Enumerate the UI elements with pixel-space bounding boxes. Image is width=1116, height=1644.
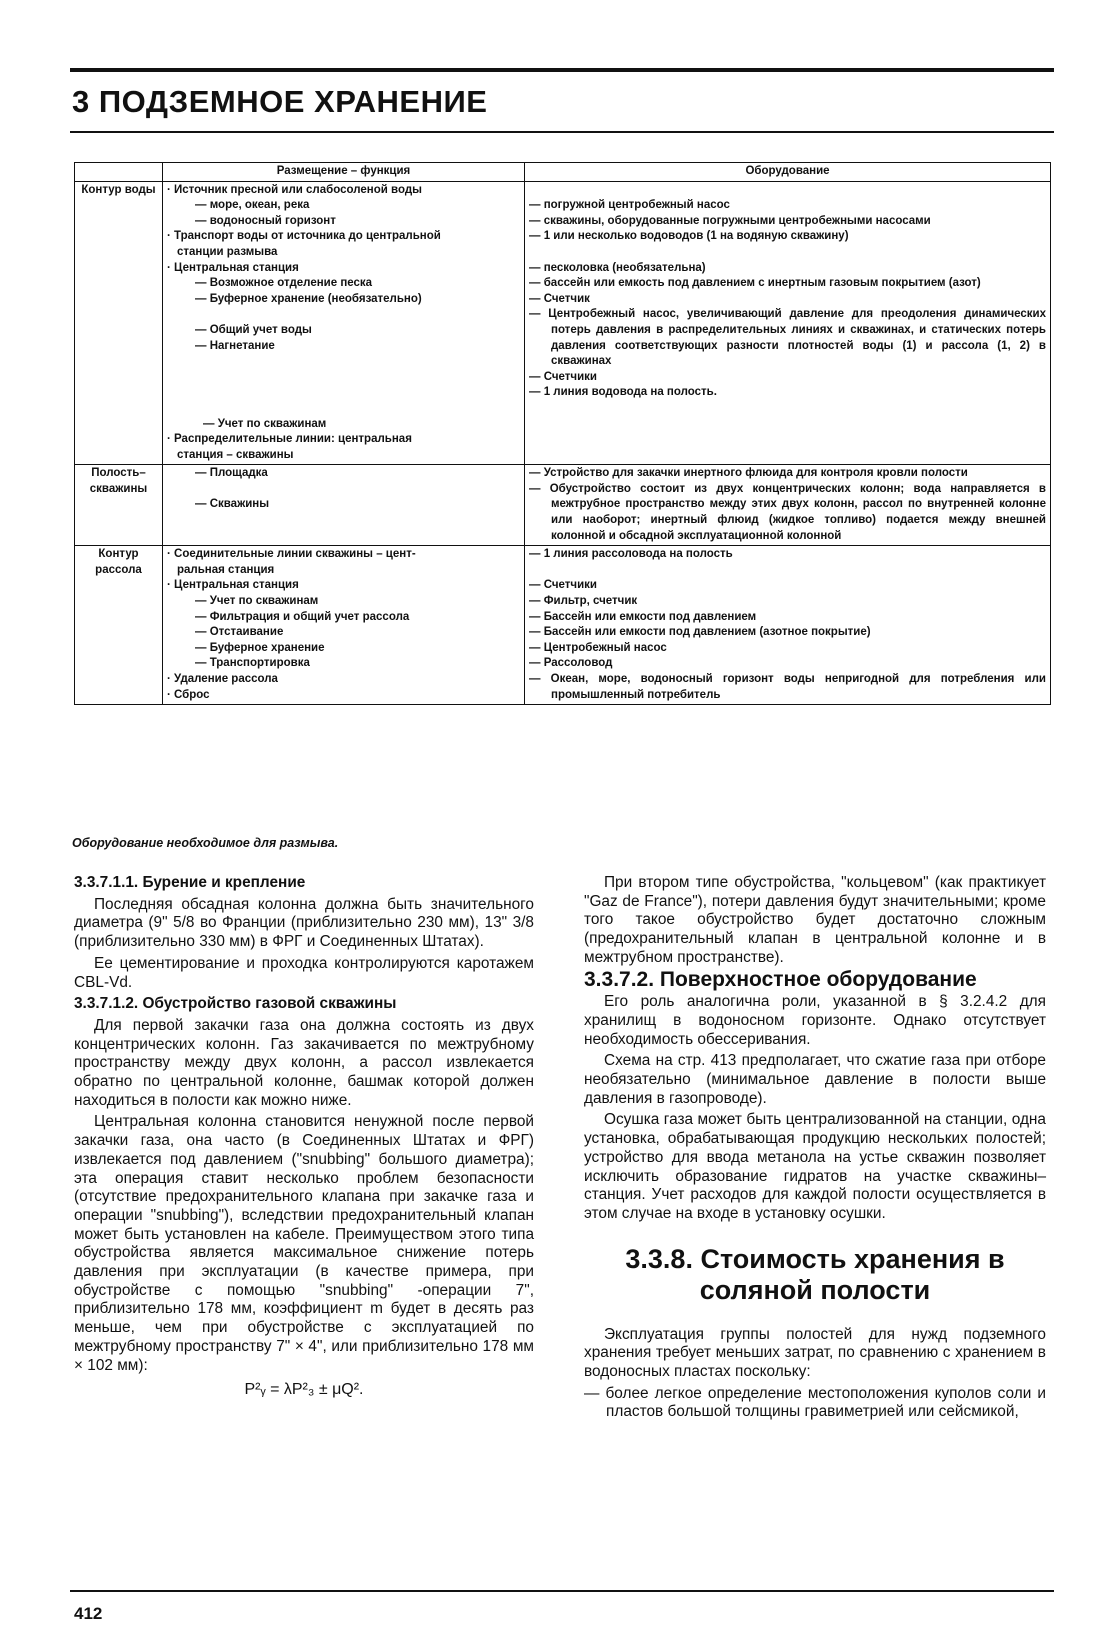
placement-line: станции размыва — [177, 245, 278, 258]
equipment-line — [529, 563, 1046, 579]
section-heading: 3.3.7.1.2. Обустройство газовой скважины — [74, 995, 397, 1013]
paragraph: Осушка газа может быть централизованной на станции, одна установка, обрабатывающая продукцию нескольких полостей; устройство для ввода метанола на устье скважин позволяет исключить образование гидратов на участке скважины–станция. Учет расходов для каждой полости осуществляется в этом случае на входе в установку осушки. — [584, 1111, 1046, 1222]
placement-line: — Отстаивание — [195, 626, 284, 639]
placement-line: — море, океан, река — [195, 199, 310, 212]
equipment-line: — Бассейн или емкости под давлением (азотное покрытие) — [529, 626, 871, 639]
header-top-rule — [70, 68, 1054, 72]
placement-line: — Учет по скважинам — [203, 417, 327, 430]
equipment-cell — [525, 465, 1051, 546]
placement-line: · Источник пресной или слабосоленой воды — [167, 183, 422, 196]
equipment-line — [529, 245, 1046, 261]
placement-line: · Транспорт воды от источника до центральной — [167, 230, 441, 243]
placement-line: · Соединительные линии скважины – цент- — [167, 548, 416, 561]
placement-line: — Буферное хранение (необязательно) — [195, 292, 422, 305]
equipment-line: — Бассейн или емкости под давлением — [529, 610, 757, 623]
paragraph: Эксплуатация группы полостей для нужд подземного хранения требует меньших затрат, по сравнению с хранением в водоносных пластах поскольку: — [584, 1325, 1046, 1381]
bullet-list — [584, 1385, 1046, 1422]
chapter-title: 3 ПОДЗЕМНОЕ ХРАНЕНИЕ — [72, 84, 488, 119]
equipment-line: — Центробежный насос, увеличивающий давление для преодоления динамических потерь давления в распределительных линиях и скважинах, и статических потерь давления соответствующих разности плотностей воды (1) и рассола (1, 2) в скважинах — [529, 308, 1046, 368]
header-placement: Размещение – функция — [163, 163, 525, 182]
equipment-table — [74, 162, 1051, 705]
equipment-line: — Фильтр, счетчик — [529, 595, 638, 608]
equipment-line: — песколовка (необязательна) — [529, 261, 706, 274]
equipment-line: — Счетчики — [529, 370, 597, 383]
page-number: 412 — [74, 1604, 103, 1623]
header-bottom-rule — [70, 131, 1054, 133]
placement-line: ральная станция — [177, 563, 275, 576]
equipment-line: — 1 линия рассоловода на полость — [529, 548, 733, 561]
paragraph: Его роль аналогична роли, указанной в § 3.2.4.2 для хранилищ в водоносном горизонте. Однако отсутствует необходимость обессеривания. — [584, 993, 1046, 1048]
equipment-cell — [525, 181, 1051, 465]
table-row — [75, 546, 1051, 705]
placement-line: — Возможное отделение песка — [195, 277, 373, 290]
section-heading: 3.3.8. Стоимость хранения в соляной полости — [625, 1243, 1005, 1305]
table-caption: Оборудование необходимое для размыва. — [72, 836, 339, 850]
equipment-line: — скважины, оборудованные погружными центробежными насосами — [529, 214, 931, 227]
placement-line: станция – скважины — [177, 448, 294, 461]
paragraph: Последняя обсадная колонна должна быть значительного диаметра (9" 5/8 во Франции (приблизительно 230 мм), 13" 3/8 (приблизительно 330 мм) в ФРГ и Соединенных Штатах). — [74, 895, 534, 951]
equipment-line: — погружной центробежный насос — [529, 199, 730, 212]
footer-rule — [70, 1590, 1054, 1592]
equipment-line: — 1 или несколько водоводов (1 на водяную скважину) — [529, 230, 849, 243]
equipment-cell — [525, 546, 1051, 705]
equipment-line: — Устройство для закачки инертного флюида для контроля кровли полости — [529, 467, 968, 480]
table-row — [75, 181, 1051, 465]
paragraph: Ее цементирование и проходка контролируются каротажем CBL-Vd. — [74, 954, 534, 991]
list-item: — более легкое определение местоположения куполов соли и пластов большой толщины гравиметрией или сейсмикой, — [584, 1384, 1046, 1421]
placement-line: — Общий учет воды — [195, 323, 312, 336]
placement-line: — Площадка — [195, 467, 268, 480]
placement-line: · Центральная станция — [167, 579, 299, 592]
table-header-row — [75, 163, 1051, 182]
equipment-line: — 1 линия водовода на полость. — [529, 386, 717, 399]
equipment-line: — Океан, море, водоносный горизонт воды непригодной для потребления или промышленный потребитель — [529, 673, 1046, 701]
equipment-line: — Рассоловод — [529, 657, 613, 670]
placement-line: · Удаление рассола — [167, 673, 278, 685]
placement-line: · Сброс — [167, 688, 210, 701]
paragraph: При втором типе обустройства, "кольцевом" (как практикует "Gaz de France"), потери давления будут значительными; кроме того такое обустройство будет достаточно сложным (предохранительный клапан в центральной колонне и в межтрубном пространстве). — [584, 874, 1046, 966]
placement-line: — Буферное хранение — [195, 641, 325, 654]
placement-line — [167, 354, 520, 370]
zone-cell: Контур рассола — [75, 546, 163, 705]
paragraph: Схема на стр. 413 предполагает, что сжатие газа при отборе необязательно (минимальное давление в полости выше давления в газопроводе). — [584, 1052, 1046, 1107]
right-text-column — [584, 874, 1046, 1422]
section-heading: 3.3.7.2. Поверхностное оборудование — [584, 967, 977, 991]
placement-line: — Фильтрация и общий учет рассола — [195, 610, 410, 623]
placement-line — [167, 370, 520, 386]
placement-line: — водоносный горизонт — [195, 214, 336, 227]
placement-line — [167, 482, 520, 498]
placement-line: · Распределительные линии: центральная — [167, 433, 412, 446]
header-equipment: Оборудование — [525, 163, 1051, 182]
zone-cell: Полость–скважины — [75, 465, 163, 546]
placement-line — [167, 385, 520, 401]
header-zone — [75, 163, 163, 182]
table-row — [75, 465, 1051, 546]
paragraph: Центральная колонна становится ненужной после первой закачки газа, она часто (в Соединенных Штатах и ФРГ) извлекается под давлением ("snubbing" большого диаметра); эта операция ставит несколько проблем безопасности (отсутствие предохранительного клапана при закачке газа и операции "snubbing"), вследствии предохранительный клапан может быть установлен на кабеле. Преимуществом этого типа обустройства является максимальное снижение потерь давления при эксплуатации (в качестве примера, при обустройстве с помощью "snubbing" -операции 7", приблизительно 178 мм, коэффициент m будет в десять раз меньше, чем при обустройстве с эксплуатацией по межтрубному пространству 7" × 4", или приблизительно 178 мм × 102 мм): — [74, 1113, 534, 1374]
paragraph: Для первой закачки газа она должна состоять из двух концентрических колонн. Газ закачивается по межтрубному пространству между двух колонн, а рассол извлекается обратно по центральной колонне, башмак которой должен находиться в полости как можно ниже. — [74, 1016, 534, 1109]
equipment-line: — Счетчики — [529, 579, 597, 592]
zone-cell: Контур воды — [75, 181, 163, 465]
equipment-line — [529, 183, 1046, 199]
section-heading: 3.3.7.1.1. Бурение и крепление — [74, 874, 306, 891]
equipment-line: — бассейн или емкость под давлением с инертным газовым покрытием (азот) — [529, 277, 981, 290]
equipment-line: — Счетчик — [529, 292, 590, 305]
placement-cell — [163, 181, 525, 465]
placement-cell — [163, 546, 525, 705]
placement-line — [167, 307, 520, 323]
placement-line: — Нагнетание — [195, 339, 275, 352]
placement-line: · Центральная станция — [167, 261, 299, 274]
placement-line — [167, 401, 520, 417]
placement-line: — Скважины — [195, 498, 270, 511]
placement-cell — [163, 465, 525, 546]
formula: P²ᵧ = λP²₃ ± μQ². — [244, 1381, 364, 1399]
placement-line: — Транспортировка — [195, 657, 310, 670]
placement-line: — Учет по скважинам — [195, 595, 319, 608]
equipment-line: — Обустройство состоит из двух концентрических колонн; вода направляется в межтрубное пространство между этих двух колонн, рассол по внутренней колонне или наоборот; инертный флюид (жидкое топливо) подается между внешней колонной и обсадной эксплуатационной колонной — [529, 482, 1046, 542]
equipment-line: — Центробежный насос — [529, 641, 667, 654]
left-text-column — [74, 874, 534, 1400]
